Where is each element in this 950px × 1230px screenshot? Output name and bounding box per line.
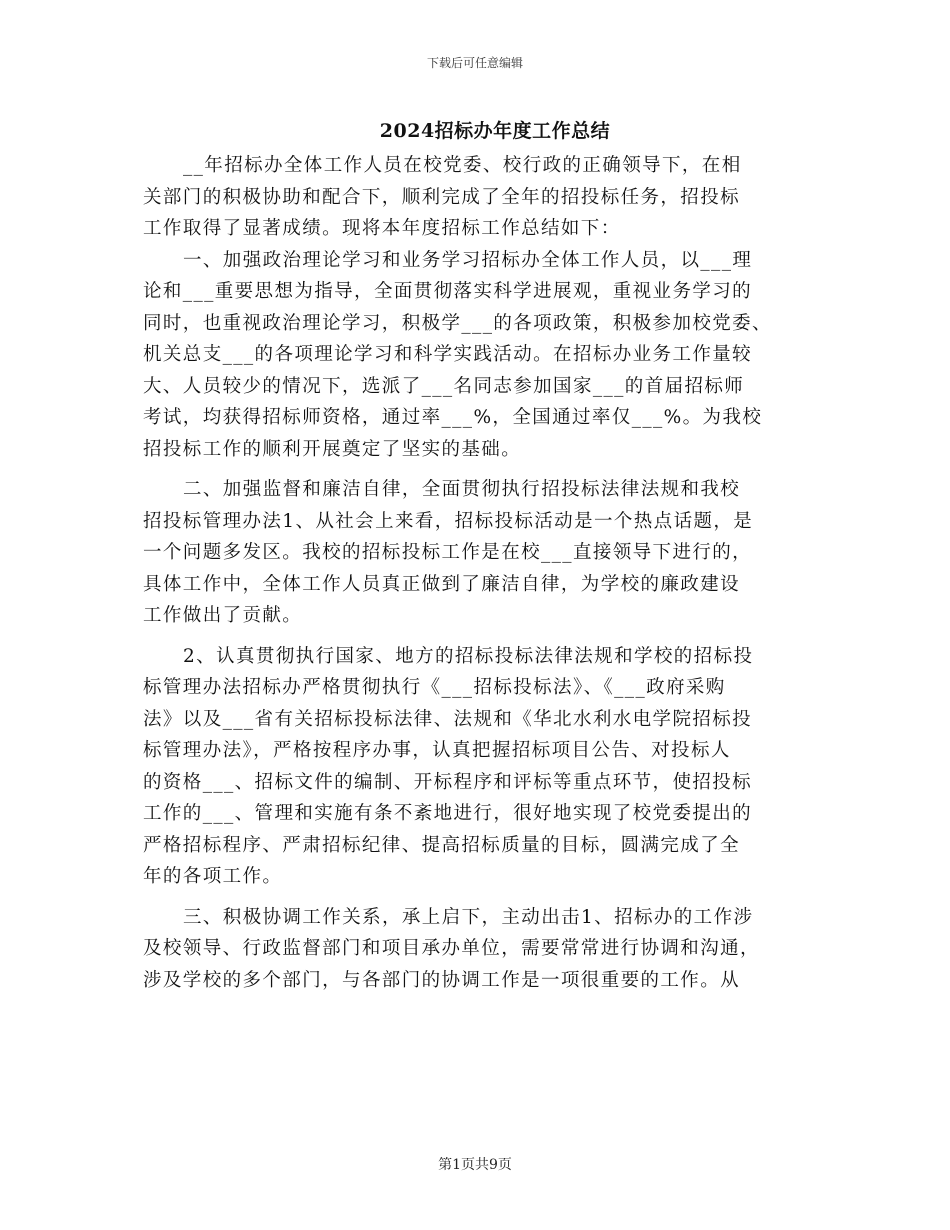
text-line: 机关总支___的各项理论学习和科学实践活动。在招标办业务工作量较 xyxy=(143,344,753,365)
text-line: 涉及学校的多个部门，与各部门的协调工作是一项很重要的工作。从 xyxy=(143,969,741,991)
text-line: 考试，均获得招标师资格，通过率___%，全国通过率仅___%。为我校 xyxy=(143,407,763,428)
text-line: 招投标工作的顺利开展奠定了坚实的基础。 xyxy=(143,438,522,460)
text-line: 的资格___、招标文件的编制、开标程序和评标等重点环节，使招投标 xyxy=(143,771,753,793)
text-line: __年招标办全体工作人员在校党委、校行政的正确领导下，在相 xyxy=(183,155,742,176)
text-line: 二、加强监督和廉洁自律，全面贯彻执行招投标法律法规和我校 xyxy=(183,479,741,500)
text-line: 标管理办法》，严格按程序办事，认真把握招标项目公告、对投标人 xyxy=(143,740,731,761)
document-title: 2024招标办年度工作总结 xyxy=(379,120,611,142)
text-line: 论和___重要思想为指导，全面贯彻落实科学进展观，重视业务学习的 xyxy=(143,281,753,302)
page-header-note: 下载后可任意编辑 xyxy=(426,56,523,70)
text-line: 年的各项工作。 xyxy=(143,866,283,887)
text-line: 工作取得了显著成绩。现将本年度招标工作总结如下： xyxy=(143,218,621,239)
paragraph-section-2-item-2 xyxy=(143,641,815,893)
paragraph-section-2 xyxy=(143,474,815,632)
text-line: 严格招标程序、严肃招标纪律、提高招标质量的目标，圆满完成了全 xyxy=(143,834,741,856)
paragraph-section-1 xyxy=(143,245,815,466)
paragraph-intro xyxy=(143,150,815,245)
text-line: 招投标管理办法1、从社会上来看，招标投标活动是一个热点话题，是 xyxy=(143,510,754,532)
text-line: 标管理办法招标办严格贯彻执行《___招标投标法》、《___政府采购 xyxy=(143,677,726,698)
text-line: 同时，也重视政治理论学习，积极学___的各项政策，积极参加校党委、 xyxy=(143,312,772,334)
text-line: 三、积极协调工作关系，承上启下，主动出击1、招标办的工作涉 xyxy=(183,906,754,928)
paragraph-section-3 xyxy=(143,902,815,997)
page-number: 第1页共9页 xyxy=(438,1157,512,1173)
text-line: 及校领导、行政监督部门和项目承办单位，需要常常进行协调和沟通， xyxy=(143,938,760,959)
text-line: 2、认真贯彻执行国家、地方的招标投标法律法规和学校的招标投 xyxy=(183,645,754,667)
text-line: 工作做出了贡献。 xyxy=(143,605,303,626)
text-line: 工作的___、管理和实施有条不紊地进行，很好地实现了校党委提出的 xyxy=(143,803,753,824)
text-line: 法》以及___省有关招标投标法律、法规和《华北水利水电学院招标投 xyxy=(143,708,753,730)
text-line: 一、加强政治理论学习和业务学习招标办全体工作人员，以___理 xyxy=(183,249,753,271)
text-line: 一个问题多发区。我校的招标投标工作是在校___直接领导下进行的， xyxy=(143,542,753,563)
text-line: 大、人员较少的情况下，选派了___名同志参加国家___的首届招标师 xyxy=(143,375,745,397)
document-body xyxy=(143,150,815,996)
text-line: 关部门的积极协助和配合下，顺利完成了全年的招投标任务，招投标 xyxy=(143,186,741,208)
text-line: 具体工作中，全体工作人员真正做到了廉洁自律，为学校的廉政建设 xyxy=(143,573,741,595)
